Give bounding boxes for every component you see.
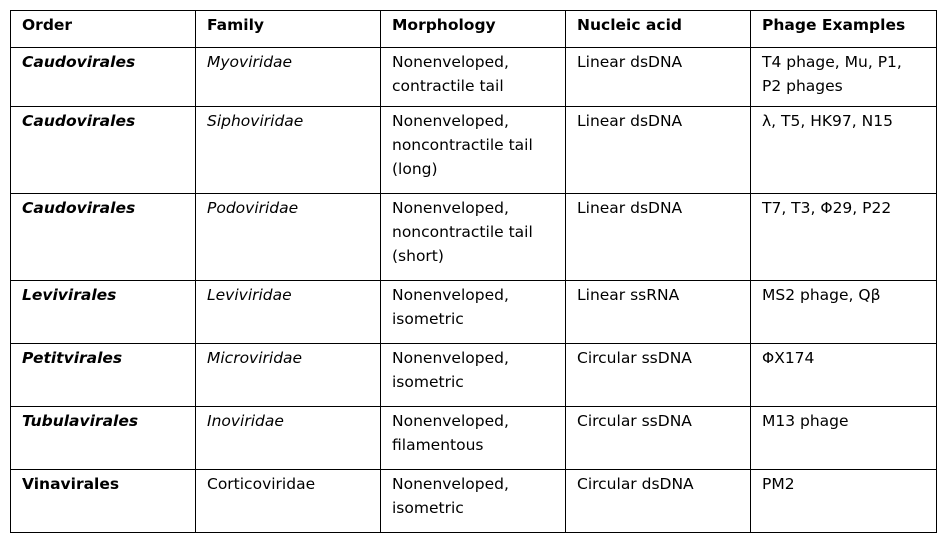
nucleic-acid-cell: Circular dsDNA bbox=[566, 470, 751, 533]
phage-examples-cell: T7, T3, Φ29, P22 bbox=[751, 194, 937, 281]
phage-examples-cell: M13 phage bbox=[751, 407, 937, 470]
table-row bbox=[11, 407, 937, 470]
phage-examples-cell: λ, T5, HK97, N15 bbox=[751, 107, 937, 194]
nucleic-acid-cell: Circular ssDNA bbox=[566, 407, 751, 470]
nucleic-acid-cell: Linear ssRNA bbox=[566, 281, 751, 344]
family-cell: Corticoviridae bbox=[196, 470, 381, 533]
morphology-cell: Nonenveloped, isometric bbox=[381, 344, 566, 407]
nucleic-acid-cell: Linear dsDNA bbox=[566, 48, 751, 107]
table-row bbox=[11, 107, 937, 194]
table-row bbox=[11, 48, 937, 107]
family-cell: Leviviridae bbox=[196, 281, 381, 344]
phage-examples-cell: T4 phage, Mu, P1, P2 phages bbox=[751, 48, 937, 107]
morphology-cell: Nonenveloped, isometric bbox=[381, 470, 566, 533]
header-phage-examples: Phage Examples bbox=[751, 11, 937, 48]
header-family: Family bbox=[196, 11, 381, 48]
order-cell: Caudovirales bbox=[11, 107, 196, 194]
order-cell: Caudovirales bbox=[11, 194, 196, 281]
table-row bbox=[11, 344, 937, 407]
phage-examples-cell: PM2 bbox=[751, 470, 937, 533]
table-row bbox=[11, 470, 937, 533]
header-order: Order bbox=[11, 11, 196, 48]
phage-classification-table bbox=[10, 10, 937, 533]
phage-examples-cell: ΦX174 bbox=[751, 344, 937, 407]
order-cell: Vinavirales bbox=[11, 470, 196, 533]
phage-examples-cell: MS2 phage, Qβ bbox=[751, 281, 937, 344]
family-cell: Myoviridae bbox=[196, 48, 381, 107]
morphology-cell: Nonenveloped, isometric bbox=[381, 281, 566, 344]
morphology-cell: Nonenveloped, filamentous bbox=[381, 407, 566, 470]
header-morphology: Morphology bbox=[381, 11, 566, 48]
morphology-cell: Nonenveloped, contractile tail bbox=[381, 48, 566, 107]
header-nucleic-acid: Nucleic acid bbox=[566, 11, 751, 48]
order-cell: Levivirales bbox=[11, 281, 196, 344]
family-cell: Podoviridae bbox=[196, 194, 381, 281]
order-cell: Tubulavirales bbox=[11, 407, 196, 470]
table-row bbox=[11, 281, 937, 344]
table-header-row bbox=[11, 11, 937, 48]
family-cell: Inoviridae bbox=[196, 407, 381, 470]
family-cell: Siphoviridae bbox=[196, 107, 381, 194]
nucleic-acid-cell: Linear dsDNA bbox=[566, 194, 751, 281]
morphology-cell: Nonenveloped, noncontractile tail (short) bbox=[381, 194, 566, 281]
nucleic-acid-cell: Circular ssDNA bbox=[566, 344, 751, 407]
order-cell: Petitvirales bbox=[11, 344, 196, 407]
family-cell: Microviridae bbox=[196, 344, 381, 407]
order-cell: Caudovirales bbox=[11, 48, 196, 107]
morphology-cell: Nonenveloped, noncontractile tail (long) bbox=[381, 107, 566, 194]
nucleic-acid-cell: Linear dsDNA bbox=[566, 107, 751, 194]
table-row bbox=[11, 194, 937, 281]
